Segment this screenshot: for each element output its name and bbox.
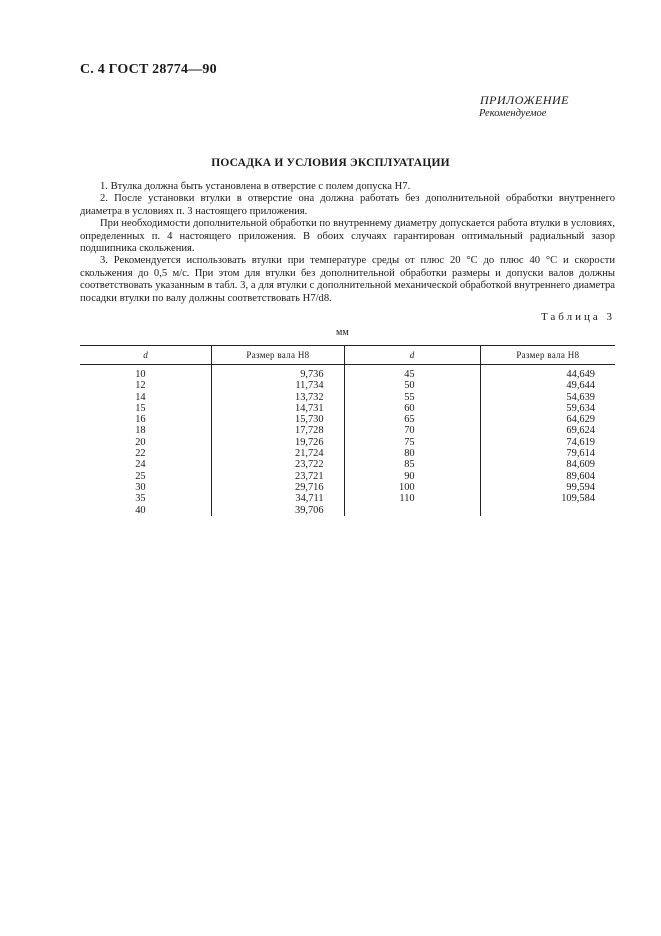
- cell-shaft-size-2-value: 49,644: [566, 380, 595, 392]
- table-row: [80, 437, 615, 448]
- cell-shaft-size-2: [480, 380, 615, 391]
- cell-d-2-value: 70: [404, 425, 415, 437]
- cell-d-1-value: 12: [135, 380, 146, 392]
- cell-d-1: [80, 505, 212, 516]
- cell-d-2: [344, 493, 480, 504]
- cell-d-2: [344, 459, 480, 470]
- cell-shaft-size-1-value: 34,711: [295, 493, 324, 505]
- appendix-title: ПРИЛОЖЕНИЕ: [480, 93, 569, 107]
- shaft-size-table: [80, 345, 615, 516]
- cell-d-2-value: 100: [399, 481, 415, 493]
- cell-shaft-size-2-value: 44,649: [566, 369, 595, 380]
- cell-shaft-size-2-value: 64,629: [566, 414, 595, 426]
- cell-d-2-value: 55: [404, 391, 415, 403]
- cell-d-1: [80, 448, 212, 459]
- cell-shaft-size-1: [212, 414, 344, 425]
- cell-shaft-size-1-value: 14,731: [295, 402, 324, 414]
- table-row: [80, 459, 615, 470]
- cell-d-2-value: 45: [404, 369, 415, 380]
- cell-d-1-value: 15: [135, 402, 146, 414]
- cell-d-2-value: 75: [404, 436, 415, 448]
- cell-d-1: [80, 425, 212, 436]
- cell-d-1-value: 35: [135, 493, 146, 505]
- cell-shaft-size-2: [480, 414, 615, 425]
- cell-d-2: [344, 471, 480, 482]
- table-label: Таблица 3: [540, 311, 615, 323]
- cell-d-1: [80, 392, 212, 403]
- header-d-1: d: [80, 346, 212, 365]
- cell-d-2: [344, 392, 480, 403]
- cell-d-2: [344, 482, 480, 493]
- cell-d-1: [80, 471, 212, 482]
- cell-d-1-value: 16: [135, 414, 146, 426]
- table-row: [80, 365, 615, 381]
- cell-d-2: [344, 437, 480, 448]
- cell-d-1-value: 30: [135, 481, 146, 493]
- cell-d-2-value: 90: [404, 470, 415, 482]
- table-row: [80, 482, 615, 493]
- cell-shaft-size-1-value: 9,736: [300, 369, 324, 380]
- cell-shaft-size-2-value: 109,584: [561, 493, 595, 505]
- cell-d-2: [344, 380, 480, 391]
- cell-shaft-size-2-value: 59,634: [566, 402, 595, 414]
- table-body: [80, 365, 615, 516]
- cell-shaft-size-1: [212, 392, 344, 403]
- header-shaft-size-2: Размер вала H8: [480, 346, 615, 365]
- cell-shaft-size-2: [480, 505, 615, 516]
- cell-shaft-size-2-value: 74,619: [566, 436, 595, 448]
- cell-d-1: [80, 482, 212, 493]
- cell-shaft-size-1-value: 39,706: [295, 504, 324, 516]
- cell-shaft-size-1: [212, 505, 344, 516]
- cell-d-1: [80, 437, 212, 448]
- cell-d-1: [80, 459, 212, 470]
- cell-shaft-size-2: [480, 471, 615, 482]
- cell-d-2-value: 110: [399, 493, 415, 505]
- cell-shaft-size-2: [480, 448, 615, 459]
- cell-d-2: [344, 414, 480, 425]
- cell-shaft-size-1: [212, 425, 344, 436]
- cell-shaft-size-1-value: 17,728: [295, 425, 324, 437]
- cell-shaft-size-2: [480, 403, 615, 414]
- cell-d-2-value: 85: [404, 459, 415, 471]
- cell-d-1-value: 14: [135, 391, 146, 403]
- table-row: [80, 425, 615, 436]
- appendix-subtitle: Рекомендуемое: [479, 108, 547, 119]
- cell-d-2: [344, 448, 480, 459]
- cell-d-1-value: 10: [135, 369, 146, 380]
- cell-shaft-size-1: [212, 471, 344, 482]
- cell-shaft-size-2: [480, 482, 615, 493]
- cell-shaft-size-2-value: 89,604: [566, 470, 595, 482]
- cell-d-1-value: 22: [135, 448, 146, 460]
- cell-d-2: [344, 505, 480, 516]
- cell-shaft-size-2-value: 99,594: [566, 481, 595, 493]
- cell-d-2: [344, 365, 480, 381]
- cell-d-1-value: 40: [135, 504, 146, 516]
- paragraph-4: 3. Рекомендуется использовать втулки при температуре среды от плюс 20 °С до плюс 40 °С и скорости скольжения до 0,5 м/с. При этом для втулки без дополнительной обработки размеры и допуски валов должны соответствовать указанным в табл. 3, а для втулки с дополнительной механической обработкой внутреннего диаметра посадки втулки по валу должны соответствовать H7/d8.: [80, 255, 615, 304]
- cell-shaft-size-2: [480, 459, 615, 470]
- cell-shaft-size-2-value: 54,639: [566, 391, 595, 403]
- paragraph-3: При необходимости дополнительной обработки по внутреннему диаметру допускается работа втулки в условиях, определенных п. 4 настоящего приложения. В обоих случаях гарантирован оптимальный радиальный зазор подшипника скольжения.: [80, 218, 615, 255]
- cell-shaft-size-1-value: 15,730: [295, 414, 324, 426]
- table-row: [80, 403, 615, 414]
- cell-d-2: [344, 425, 480, 436]
- cell-d-2-value: 60: [404, 402, 415, 414]
- cell-d-1: [80, 380, 212, 391]
- section-title: ПОСАДКА И УСЛОВИЯ ЭКСПЛУАТАЦИИ: [211, 157, 450, 169]
- table-row: [80, 414, 615, 425]
- cell-d-2-value: 65: [404, 414, 415, 426]
- table-row: [80, 448, 615, 459]
- cell-shaft-size-2: [480, 493, 615, 504]
- cell-shaft-size-2: [480, 437, 615, 448]
- cell-shaft-size-2-value: 84,609: [566, 459, 595, 471]
- appendix-block: [479, 93, 599, 119]
- table-row: [80, 380, 615, 391]
- paragraph-2: 2. После установки втулки в отверстие она должна работать без дополнительной обработки внутреннего диаметра в условиях п. 3 настоящего приложения.: [80, 193, 615, 217]
- table-row: [80, 392, 615, 403]
- cell-shaft-size-1-value: 23,722: [295, 459, 324, 471]
- paragraph-1: 1. Втулка должна быть установлена в отверстие с полем допуска H7.: [100, 181, 411, 192]
- cell-d-2-value: 50: [404, 380, 415, 392]
- table-row: [80, 493, 615, 504]
- cell-shaft-size-1-value: 13,732: [295, 391, 324, 403]
- table-row: [80, 505, 615, 516]
- cell-d-1: [80, 365, 212, 381]
- cell-shaft-size-1: [212, 365, 344, 381]
- cell-d-1: [80, 414, 212, 425]
- cell-shaft-size-1-value: 11,734: [295, 380, 324, 392]
- cell-d-1-value: 20: [135, 436, 146, 448]
- header-shaft-size-1: Размер вала H8: [212, 346, 344, 365]
- page-header: С. 4 ГОСТ 28774—90: [80, 62, 217, 77]
- table-row: [80, 471, 615, 482]
- cell-shaft-size-1: [212, 493, 344, 504]
- cell-d-1: [80, 493, 212, 504]
- cell-shaft-size-1-value: 19,726: [295, 436, 324, 448]
- table-header-row: [80, 346, 615, 365]
- cell-shaft-size-1-value: 29,716: [295, 481, 324, 493]
- cell-d-2: [344, 403, 480, 414]
- cell-shaft-size-1: [212, 403, 344, 414]
- cell-shaft-size-2: [480, 365, 615, 381]
- cell-shaft-size-1-value: 23,721: [295, 470, 324, 482]
- cell-shaft-size-2: [480, 425, 615, 436]
- cell-shaft-size-1: [212, 459, 344, 470]
- cell-d-1-value: 24: [135, 459, 146, 471]
- cell-shaft-size-1: [212, 380, 344, 391]
- cell-d-1-value: 25: [135, 470, 146, 482]
- table-unit: мм: [336, 327, 349, 338]
- cell-shaft-size-1: [212, 437, 344, 448]
- cell-d-1-value: 18: [135, 425, 146, 437]
- cell-shaft-size-2: [480, 392, 615, 403]
- cell-shaft-size-1: [212, 482, 344, 493]
- cell-shaft-size-1: [212, 448, 344, 459]
- cell-d-1: [80, 403, 212, 414]
- cell-shaft-size-2-value: 79,614: [566, 448, 595, 460]
- cell-shaft-size-2-value: 69,624: [566, 425, 595, 437]
- cell-d-2-value: 80: [404, 448, 415, 460]
- header-d-2: d: [344, 346, 480, 365]
- body-text: [80, 181, 615, 305]
- cell-shaft-size-1-value: 21,724: [295, 448, 324, 460]
